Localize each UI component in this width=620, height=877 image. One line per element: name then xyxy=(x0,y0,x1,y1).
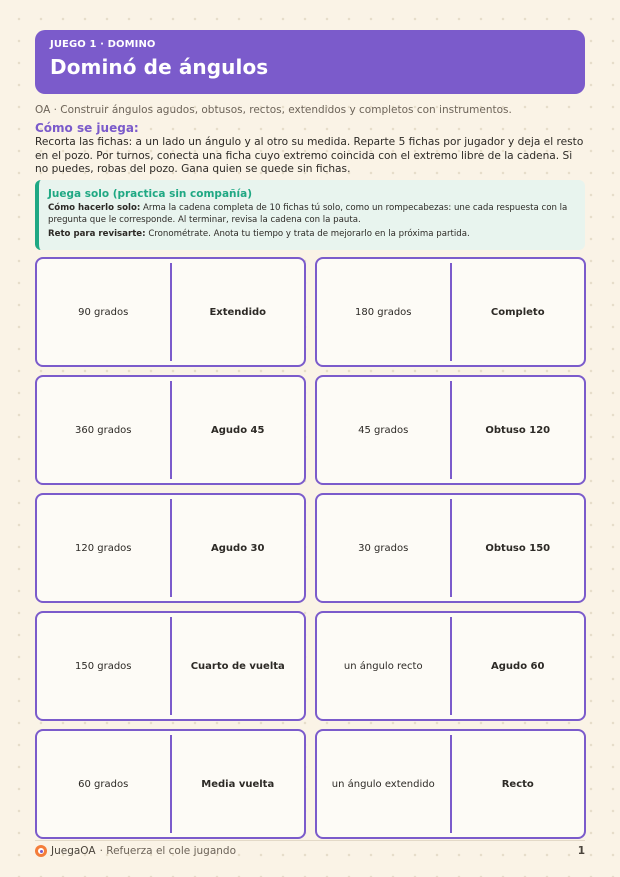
how-to-play-title: Cómo se juega: xyxy=(35,121,139,135)
learning-objective: OA · Construir ángulos agudos, obtusos, rectos, extendidos y completos con instrumentos. xyxy=(35,104,512,116)
page-number: 1 xyxy=(577,845,585,857)
domino-tile xyxy=(315,729,586,839)
tile-right: Agudo 30 xyxy=(211,542,265,554)
tile-left: 30 grados xyxy=(358,542,409,554)
domino-tile xyxy=(315,611,586,721)
tile-right: Completo xyxy=(490,306,545,318)
brand-tagline: · Refuerza el cole jugando xyxy=(99,845,236,857)
solo-challenge-label: Reto para revisarte: xyxy=(48,229,146,239)
tile-right: Obtuso 150 xyxy=(485,542,551,554)
domino-tile xyxy=(35,493,306,603)
tile-right: Obtuso 120 xyxy=(485,424,551,436)
tile-right: Cuarto de vuelta xyxy=(190,660,285,672)
page-title: Dominó de ángulos xyxy=(50,55,269,79)
domino-tile xyxy=(35,729,306,839)
solo-challenge xyxy=(48,229,575,241)
tile-left: un ángulo extendido xyxy=(331,778,435,790)
tile-right: Recto xyxy=(501,778,534,790)
tile-left: un ángulo recto xyxy=(343,660,423,672)
brand-logo-icon xyxy=(35,845,47,857)
domino-tile xyxy=(35,375,306,485)
tile-left: 45 grados xyxy=(358,424,409,436)
footer-divider xyxy=(35,840,585,841)
tile-right: Agudo 60 xyxy=(491,660,545,672)
tile-left: 180 grados xyxy=(354,306,412,318)
game-kicker: JUEGO 1 · DOMINO xyxy=(50,39,156,50)
tile-left: 360 grados xyxy=(74,424,132,436)
solo-how-text: Arma la cadena completa de 10 fichas tú solo, como un rompecabezas: une cada respuesta con la pregunta que le corresponde. Al terminar, revisa la cadena con la pauta. xyxy=(48,203,568,225)
page-header xyxy=(35,30,585,94)
tile-left: 120 grados xyxy=(74,542,132,554)
domino-tiles-grid xyxy=(35,257,586,839)
domino-tile xyxy=(35,257,306,367)
tile-left: 150 grados xyxy=(74,660,132,672)
tile-left: 60 grados xyxy=(78,778,129,790)
brand-name: JuegaOA xyxy=(51,845,96,857)
solo-title: Juega solo (practica sin compañía) xyxy=(48,188,252,200)
page-footer xyxy=(35,843,585,859)
solo-challenge-text: Cronométrate. Anota tu tiempo y trata de mejorarlo en la próxima partida. xyxy=(148,229,470,239)
tile-right: Agudo 45 xyxy=(211,424,265,436)
domino-tile xyxy=(315,493,586,603)
solo-how-label: Cómo hacerlo solo: xyxy=(48,203,141,213)
solo-play-box xyxy=(35,180,585,250)
tile-right: Media vuelta xyxy=(201,778,275,790)
tile-left: 90 grados xyxy=(78,306,129,318)
domino-tile xyxy=(315,257,586,367)
domino-tile xyxy=(315,375,586,485)
tile-right: Extendido xyxy=(209,306,267,318)
domino-tile xyxy=(35,611,306,721)
how-to-play-text: Recorta las fichas: a un lado un ángulo y al otro su medida. Reparte 5 fichas por jugador y deja el resto en el pozo. Por turnos, conecta una ficha cuyo extremo coincida con el extremo libre de la cadena. Si no puedes, robas del pozo. Gana quien se quede sin fichas. xyxy=(35,136,584,175)
solo-how xyxy=(48,203,575,226)
